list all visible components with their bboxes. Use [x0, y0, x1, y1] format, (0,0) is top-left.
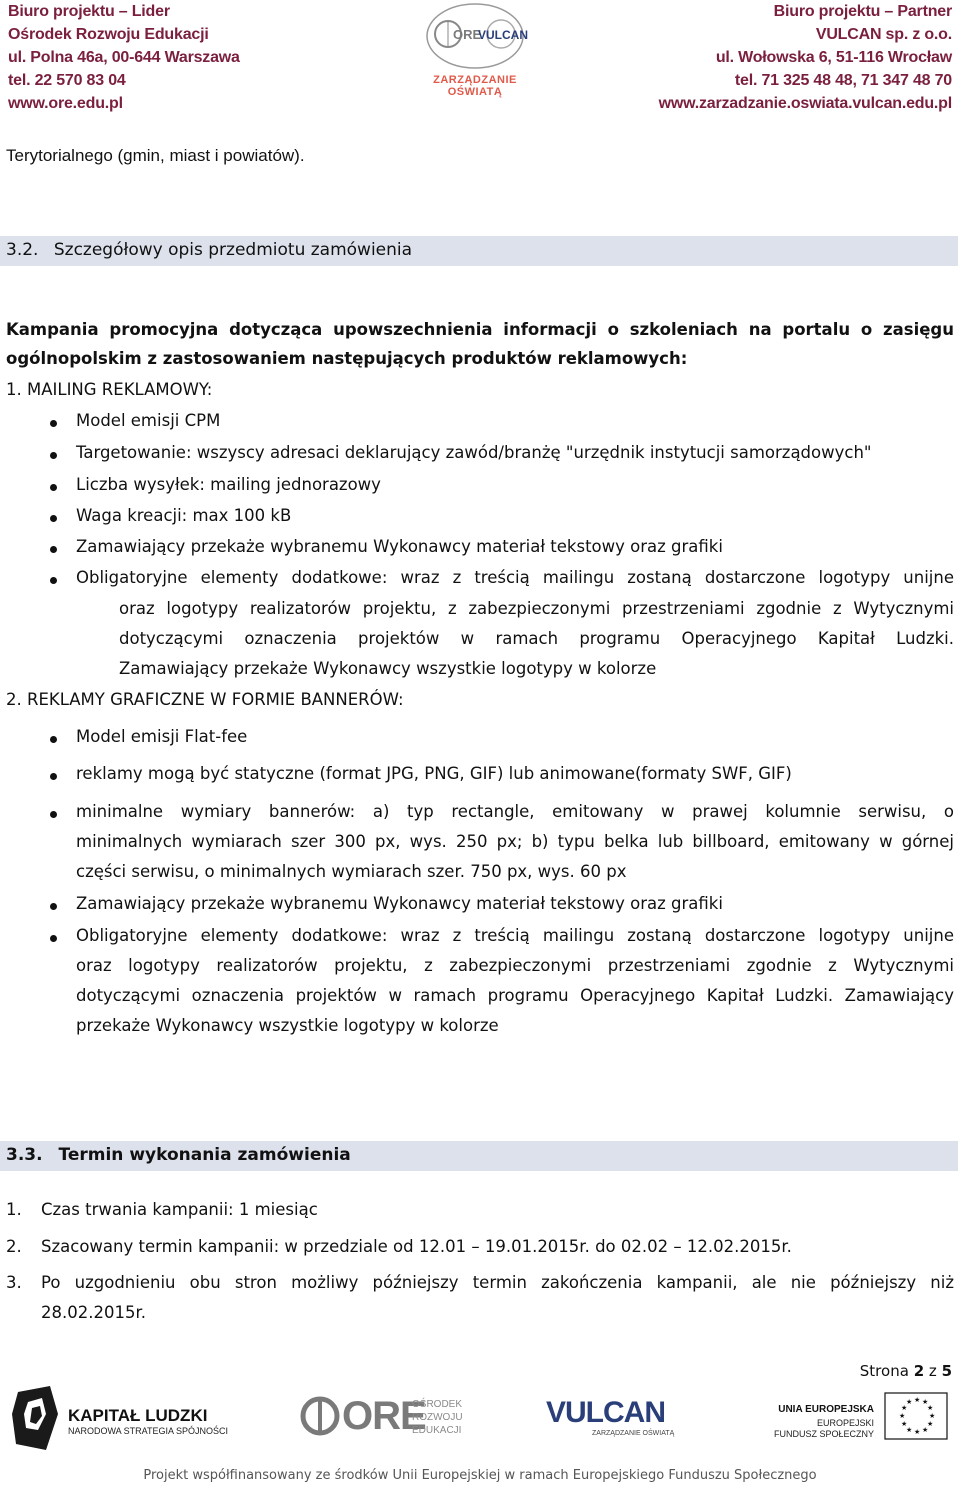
- bullet-dot: [50, 546, 57, 553]
- page-header: [0, 0, 960, 120]
- bullet-dot: [50, 452, 57, 459]
- svg-text:★: ★: [906, 1426, 913, 1434]
- banners-item-continuation: oraz logotypy realizatorów projektu, z zabezpieczonymi przestrzeniami zgodnie z Wytycznymi: [76, 956, 954, 975]
- svg-text:★: ★: [927, 1404, 934, 1412]
- term-text: Szacowany termin kampanii: w przedziale od 12.01 – 19.01.2015r. do 02.02 – 12.02.2015r.: [41, 1237, 792, 1256]
- mailing-item: Targetowanie: wszyscy adresaci deklarujący zawód/branżę "urzędnik instytucji samorządowych": [76, 443, 872, 462]
- header-partner-line: VULCAN sp. z o.o.: [815, 26, 952, 43]
- intro-line: Terytorialnego (gmin, miast i powiatów).: [6, 146, 305, 165]
- campaign-intro-line-1: Kampania promocyjna dotycząca upowszechnienia informacji o szkoleniach na portalu o zasięgu: [6, 320, 954, 339]
- header-lider-block: [8, 0, 240, 115]
- banners-item: reklamy mogą być statyczne (format JPG, PNG, GIF) lub animowane(formaty SWF, GIF): [76, 764, 792, 783]
- svg-text:★: ★: [927, 1420, 934, 1428]
- header-lider-line: www.ore.edu.pl: [8, 95, 123, 112]
- ore-sub-line: OŚRODEK: [412, 1399, 463, 1410]
- svg-text:★: ★: [899, 1412, 906, 1420]
- mailing-item: Obligatoryjne elementy dodatkowe: wraz z treścią mailingu zostaną dostarczone logotypy unijne: [76, 568, 954, 587]
- banners-item: Model emisji Flat-fee: [76, 727, 248, 746]
- header-ore-vulcan-logo: [410, 2, 540, 98]
- section-heading-text: [6, 1145, 351, 1165]
- banners-item: Zamawiający przekaże wybranemu Wykonawcy materiał tekstowy oraz grafiki: [76, 894, 723, 913]
- section-3-3-heading: [0, 1141, 958, 1171]
- svg-text:★: ★: [922, 1426, 929, 1434]
- header-lider-line: tel. 22 570 83 04: [8, 72, 126, 89]
- ore-vulcan-logo-graphic: [410, 2, 540, 74]
- footer-ore-subtitle: [412, 1398, 463, 1437]
- bullet-dot: [50, 903, 57, 910]
- page-label: Strona: [859, 1362, 909, 1380]
- banners-item-continuation: dotyczącymi oznaczenia projektów w ramach programu Operacyjnego Kapitał Ludzki. Zamawiający: [76, 986, 954, 1005]
- mailing-item: Model emisji CPM: [76, 411, 221, 430]
- header-partner-line: ul. Wołowska 6, 51-116 Wrocław: [715, 49, 952, 66]
- term-text: Czas trwania kampanii: 1 miesiąc: [41, 1200, 318, 1219]
- bullet-dot: [50, 420, 57, 427]
- header-vulcan-text: VULCAN: [478, 28, 528, 42]
- term-number: 3.: [6, 1273, 22, 1292]
- term-number: 2.: [6, 1237, 22, 1256]
- svg-text:★: ★: [901, 1404, 908, 1412]
- banners-item: minimalne wymiary bannerów: a) typ rectangle, emitowany w prawej kolumnie serwisu, o: [76, 802, 954, 821]
- footer-cofinancing-note: Projekt współfinansowany ze środków Unii Europejskiej w ramach Europejskiego Funduszu Społecznego: [143, 1468, 817, 1483]
- bullet-dot: [50, 736, 57, 743]
- svg-text:★: ★: [914, 1396, 921, 1404]
- mailing-item-continuation: dotyczącymi oznaczenia projektów w ramach programu Operacyjnego Kapitał Ludzki.: [119, 629, 954, 648]
- banners-item-continuation: części serwisu, o minimalnych wymiarach szer. 750 px, wys. 60 px: [76, 862, 627, 881]
- section-number: 3.3.: [6, 1145, 43, 1165]
- svg-text:★: ★: [901, 1420, 908, 1428]
- page-current: 2: [913, 1362, 925, 1380]
- header-lider-line: Ośrodek Rozwoju Edukacji: [8, 26, 209, 43]
- header-lider-line: ul. Polna 46a, 00-644 Warszawa: [8, 49, 240, 66]
- eu-sub-line: FUNDUSZ SPOŁECZNY: [773, 1429, 874, 1439]
- footer-ore-text: ORE: [342, 1394, 426, 1438]
- svg-text:★: ★: [914, 1428, 921, 1436]
- term-text: Po uzgodnieniu obu stron możliwy późniejszy termin zakończenia kampanii, ale nie późniejszy niż: [41, 1273, 954, 1292]
- header-ore-text: ORE: [453, 27, 482, 42]
- mailing-heading: 1. MAILING REKLAMOWY:: [6, 380, 213, 399]
- eu-title: UNIA EUROPEJSKA: [778, 1404, 874, 1415]
- mailing-item: Waga kreacji: max 100 kB: [76, 506, 292, 525]
- page-of: z: [928, 1362, 937, 1380]
- eu-flag-icon: [884, 1392, 948, 1440]
- banners-item: Obligatoryjne elementy dodatkowe: wraz z treścią mailingu zostaną dostarczone logotypy unijne: [76, 926, 954, 945]
- section-3-2-heading: [0, 236, 958, 266]
- mailing-item: Zamawiający przekaże wybranemu Wykonawcy materiał tekstowy oraz grafiki: [76, 537, 723, 556]
- section-title: Szczegółowy opis przedmiotu zamówienia: [53, 240, 413, 260]
- header-partner-line: tel. 71 325 48 48, 71 347 48 70: [734, 72, 952, 89]
- bullet-dot: [50, 811, 57, 818]
- header-partner-line: www.zarzadzanie.oswiata.vulcan.edu.pl: [658, 95, 952, 112]
- footer-vulcan-subtitle: ZARZĄDZANIE OŚWIATĄ: [592, 1430, 675, 1437]
- header-lider-line: Biuro projektu – Lider: [8, 3, 170, 20]
- svg-text:★: ★: [929, 1412, 936, 1420]
- header-partner-line: Biuro projektu – Partner: [773, 3, 952, 20]
- bullet-dot: [50, 484, 57, 491]
- mailing-item: Liczba wysyłek: mailing jednorazowy: [76, 475, 381, 494]
- page-total: 5: [941, 1362, 952, 1380]
- header-partner-block: [659, 0, 952, 115]
- mailing-item-continuation: Zamawiający przekaże Wykonawcy wszystkie logotypy w kolorze: [119, 659, 657, 678]
- campaign-intro-line-2: ogólnopolskim z zastosowaniem następujących produktów reklamowych:: [6, 349, 688, 368]
- page-number: [860, 1362, 952, 1380]
- mailing-item-continuation: oraz logotypy realizatorów projektu, z zabezpieczonymi przestrzeniami zgodnie z Wytycznymi: [119, 599, 954, 618]
- bullet-dot: [50, 577, 57, 584]
- ore-sub-line: EDUKACJI: [412, 1425, 462, 1436]
- ore-sub-line: ROZWOJU: [412, 1412, 463, 1423]
- kapital-ludzki-subtitle: NARODOWA STRATEGIA SPÓJNOŚCI: [68, 1426, 229, 1436]
- bullet-dot: [50, 935, 57, 942]
- bullet-dot: [50, 515, 57, 522]
- footer-logos: [0, 1380, 960, 1456]
- eu-sub-line: EUROPEJSKI: [816, 1418, 874, 1428]
- footer-vulcan-text: VULCAN: [546, 1396, 665, 1429]
- bullet-dot: [50, 773, 57, 780]
- eu-subtitle: [770, 1418, 874, 1440]
- section-number: 3.2.: [6, 240, 39, 260]
- kapital-ludzki-emblem-icon: [10, 1384, 66, 1452]
- header-logo-tagline: ZARZĄDZANIE OŚWIATĄ: [433, 74, 517, 98]
- banners-heading: 2. REKLAMY GRAFICZNE W FORMIE BANNERÓW:: [6, 690, 404, 709]
- kapital-ludzki-title: KAPITAŁ LUDZKI: [68, 1406, 208, 1425]
- section-title: Termin wykonania zamówienia: [58, 1145, 351, 1165]
- term-text-continuation: 28.02.2015r.: [41, 1303, 146, 1322]
- svg-text:★: ★: [906, 1398, 913, 1406]
- banners-item-continuation: przekaże Wykonawcy wszystkie logotypy w kolorze: [76, 1016, 499, 1035]
- banners-item-continuation: minimalnych wymiarach szer 300 px, wys. 250 px; b) typu belka lub billboard, emitowany w górnej: [76, 832, 954, 851]
- ore-circle-icon: [300, 1394, 340, 1438]
- term-number: 1.: [6, 1200, 22, 1219]
- svg-text:★: ★: [922, 1398, 929, 1406]
- section-heading-text: [6, 240, 412, 260]
